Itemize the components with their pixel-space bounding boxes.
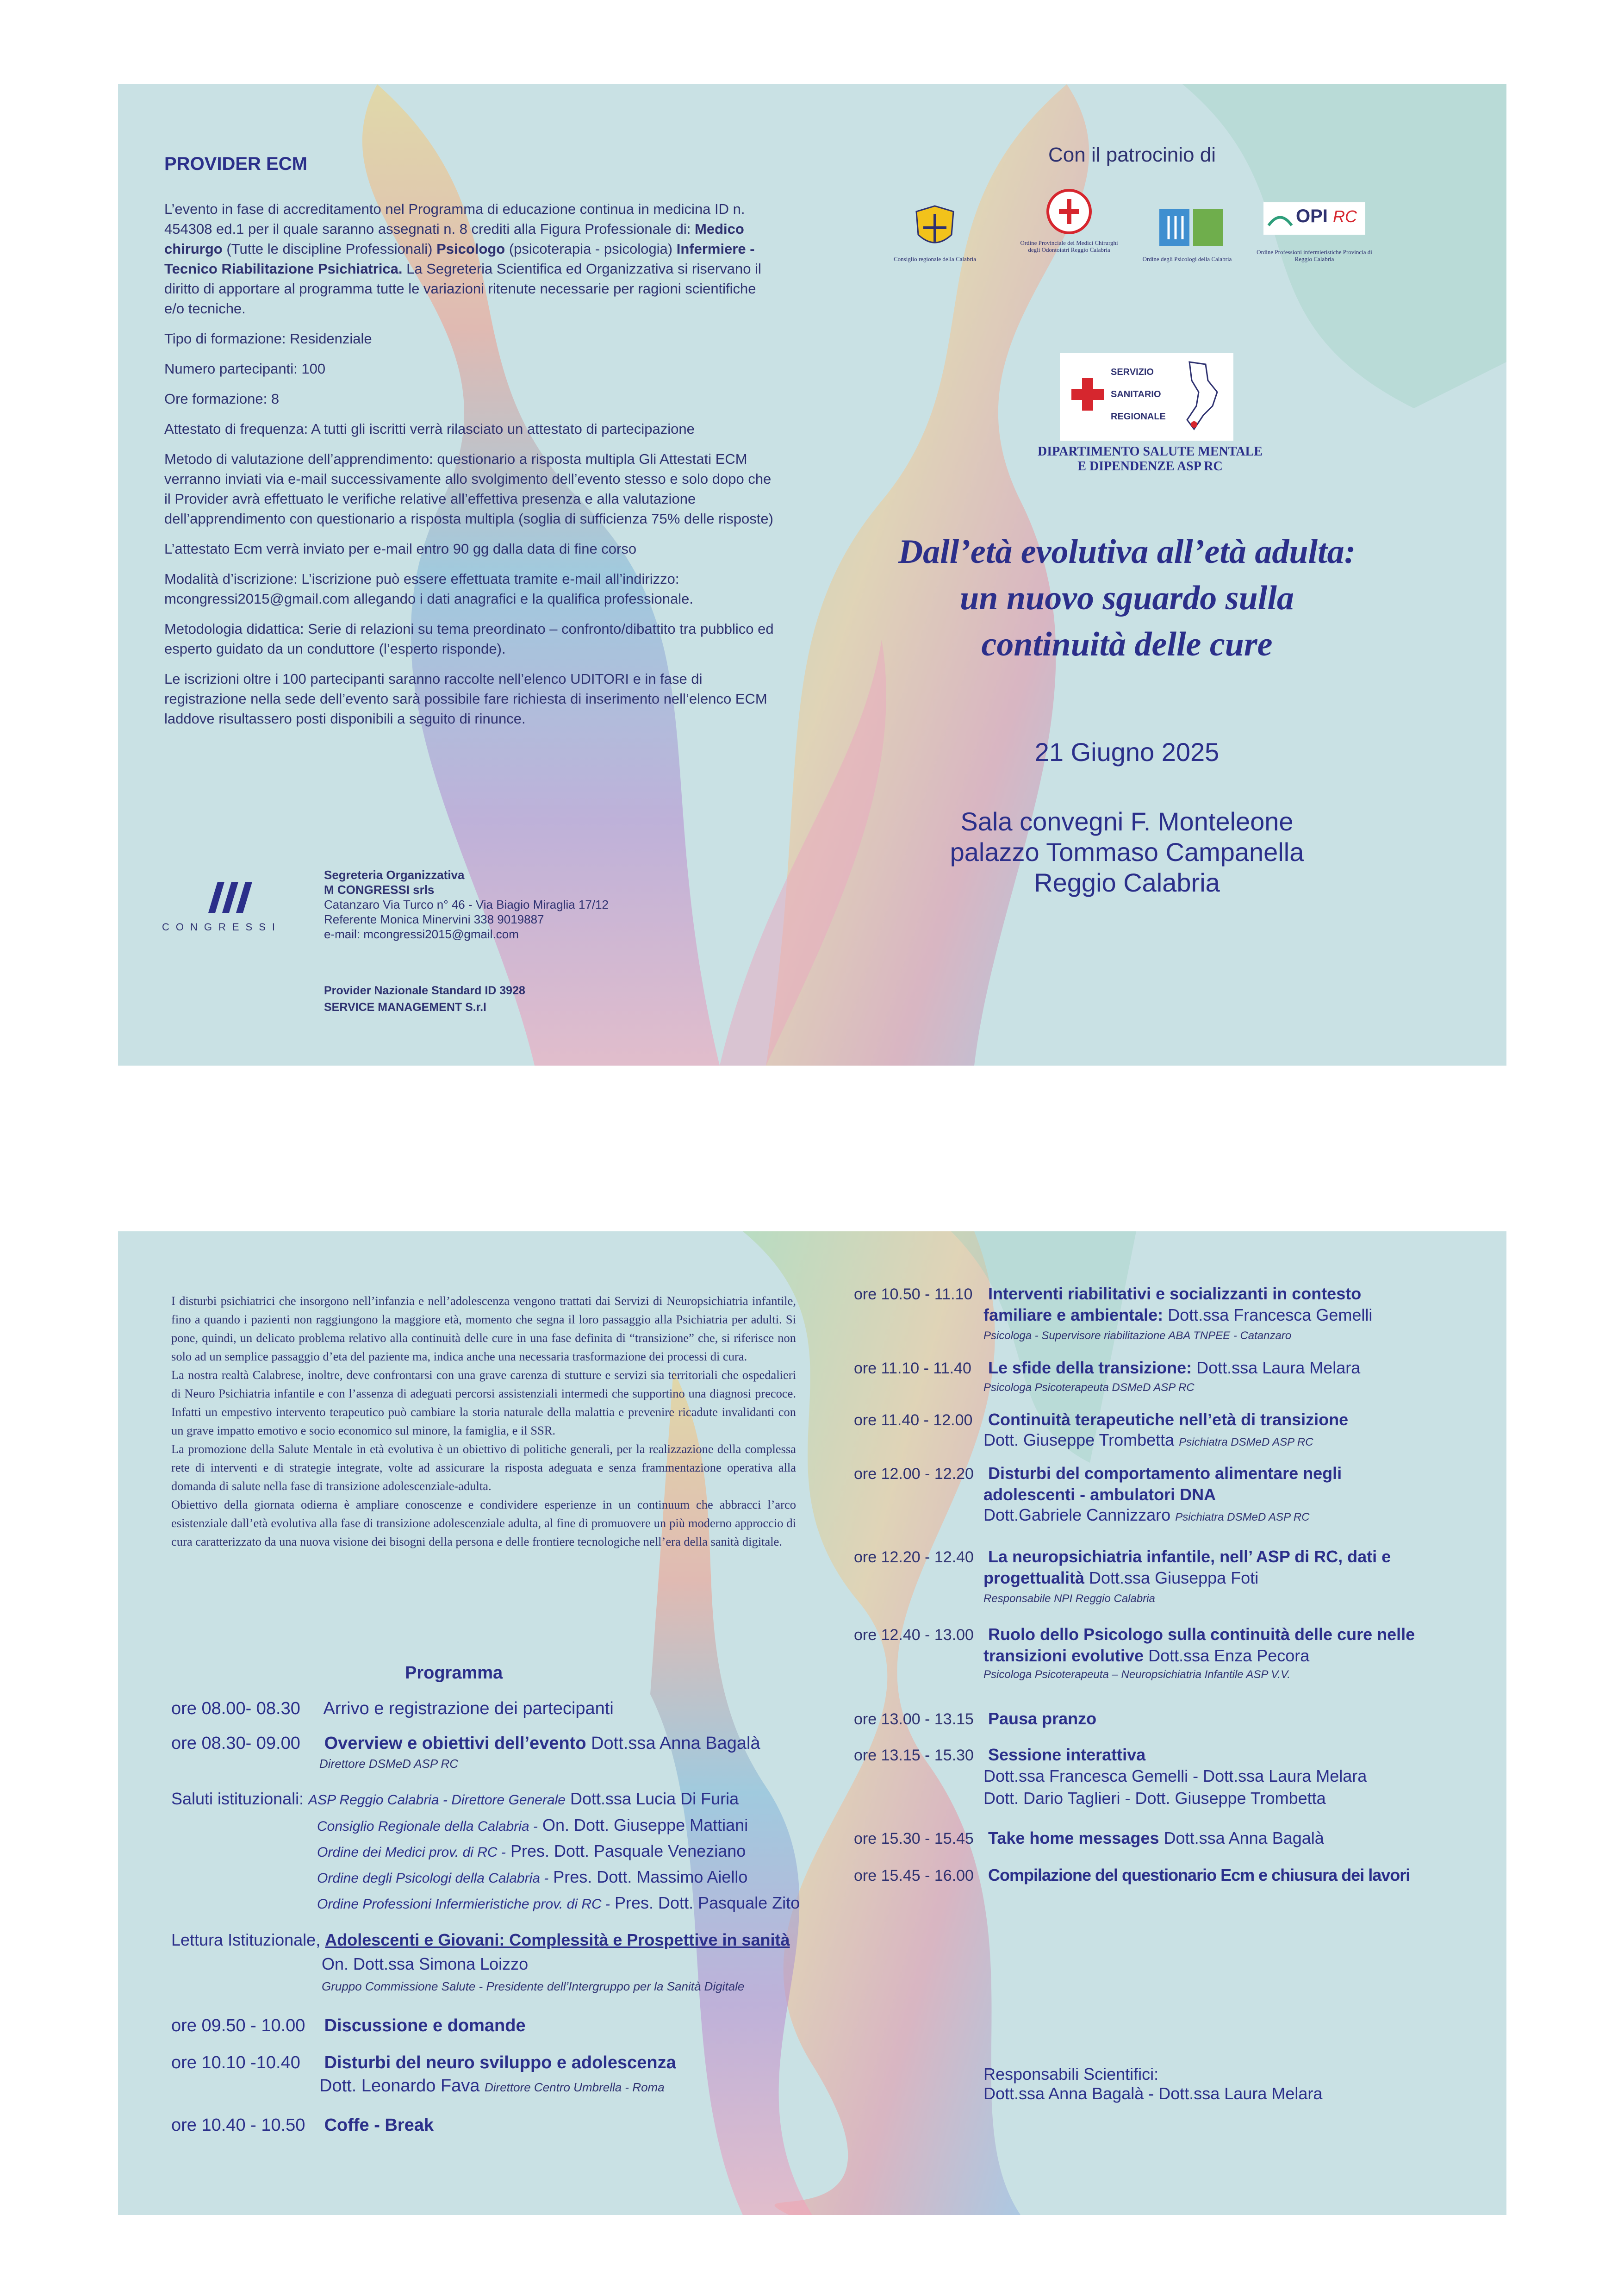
saluti-row bbox=[317, 1841, 746, 1861]
program-title: Coffe - Break bbox=[324, 2115, 434, 2135]
logo-consiglio-regionale bbox=[889, 202, 981, 262]
program-item-right bbox=[854, 1624, 1415, 1645]
program-title: Compilazione del questionario Ecm e chiusura dei lavori bbox=[988, 1866, 1410, 1884]
ecm-profession-infermiere: Infermiere - Tecnico Riabilitazione Psichiatrica. bbox=[164, 241, 755, 277]
program-item-right bbox=[854, 1708, 1096, 1729]
program-item-right bbox=[854, 1357, 1360, 1379]
program-speakers: Dott. Dario Taglieri - Dott. Giuseppe Trombetta bbox=[983, 1789, 1326, 1808]
program-title: Interventi riabilitativi e socializzanti in contesto bbox=[988, 1284, 1362, 1303]
program-speaker-role: Psichiatra DSMeD ASP RC bbox=[1179, 1436, 1313, 1448]
program-speaker: Dott.ssa Anna Bagalà bbox=[1164, 1828, 1324, 1847]
intro-text bbox=[171, 1292, 796, 1551]
program-title: Sessione interattiva bbox=[988, 1745, 1146, 1764]
program-speaker-role: Direttore DSMeD ASP RC bbox=[319, 1757, 459, 1771]
provider-id: Provider Nazionale Standard ID 3928 bbox=[324, 984, 525, 997]
program-time: ore 12.40 - 13.00 bbox=[854, 1626, 974, 1644]
saluti-name: Pres. Dott. Pasquale Zito bbox=[615, 1893, 800, 1912]
saluti-org: Ordine dei Medici prov. di RC - bbox=[317, 1845, 506, 1860]
program-speaker-role: Psicologa Psicoterapeuta DSMeD ASP RC bbox=[983, 1381, 1195, 1394]
program-title: Discussione e domande bbox=[324, 2016, 526, 2035]
event-title-line-2: un nuovo sguardo sulla bbox=[960, 579, 1294, 617]
event-date: 21 Giugno 2025 bbox=[1034, 737, 1220, 767]
program-title: Disturbi del comportamento alimentare negli bbox=[988, 1464, 1342, 1483]
saluti-org: Ordine degli Psicologi della Calabria - bbox=[317, 1871, 549, 1886]
program-title: progettualità bbox=[983, 1568, 1085, 1587]
psicologi-logo-icon bbox=[1157, 202, 1226, 253]
ssr-words bbox=[1111, 361, 1166, 428]
saluti-row bbox=[317, 1893, 800, 1913]
program-speaker: Dott.ssa Anna Bagalà bbox=[591, 1734, 760, 1753]
logo-caption-psicologi: Ordine degli Psicologi della Calabria bbox=[1142, 256, 1232, 262]
program-time: ore 13.00 - 13.15 bbox=[854, 1710, 974, 1728]
ecm-paragraph bbox=[164, 199, 775, 318]
program-time: ore 12.00 - 12.20 bbox=[854, 1465, 974, 1483]
ecm-info bbox=[164, 199, 775, 739]
provider-company: SERVICE MANAGEMENT S.r.l bbox=[324, 1001, 486, 1014]
program-speaker: Dott.ssa Enza Pecora bbox=[1148, 1646, 1310, 1665]
saluti-org: ASP Reggio Calabria - Direttore Generale bbox=[308, 1792, 566, 1808]
program-speaker-line bbox=[983, 1505, 1310, 1525]
lettura-label: Lettura Istituzionale, bbox=[171, 1930, 321, 1949]
program-time: ore 10.10 -10.40 bbox=[171, 2053, 300, 2072]
program-title: Le sfide della transizione: bbox=[988, 1358, 1192, 1377]
logo-caption-consiglio: Consiglio regionale della Calabria bbox=[894, 256, 976, 262]
program-time: ore 09.50 - 10.00 bbox=[171, 2016, 305, 2035]
intro-paragraph-2: La nostra realtà Calabrese, inoltre, deve confrontarsi con una grave carenza di stutture e servizi sia territoriali che ospedalieri di Neuro Psichiatria infantile e con l’assenza di adeguati percorsi assistenziali intermedi che supportino una diagnosi precoce. Infatti un empestivo intervento terapeutico può cambiare la storia naturale della malattia e prevenire ricadute invalidanti con un grave impatto emotivo e socio economico sul minore, la famiglia, e il SSR. bbox=[171, 1368, 796, 1437]
ecm-accreditation-text: L’evento in fase di accreditamento nel Programma di educazione continua in medicina ID n. 454308 ed.1 per il quale saranno assegnati n. 8 crediti alla Figura Professionale di: bbox=[164, 201, 745, 237]
program-title-cont bbox=[983, 1484, 1216, 1505]
program-item-right bbox=[854, 1283, 1361, 1304]
logo-wordmark: CONGRESSI bbox=[162, 921, 282, 933]
calabria-map-icon bbox=[1180, 360, 1226, 434]
program-item bbox=[171, 2115, 434, 2135]
program-speaker-role: Psicologa Psicoterapeuta – Neuropsichiatria Infantile ASP V.V. bbox=[983, 1668, 1291, 1681]
segreteria-title: Segreteria Organizzativa bbox=[324, 868, 465, 882]
opi-text: OPI bbox=[1296, 206, 1328, 226]
lettura-title: Adolescenti e Giovani: Complessità e Prospettive in sanità bbox=[325, 1930, 790, 1949]
red-cross-icon bbox=[1069, 376, 1106, 413]
m-congressi-logo-icon bbox=[204, 878, 259, 915]
event-venue bbox=[845, 806, 1409, 898]
tipo-formazione: Tipo di formazione: Residenziale bbox=[164, 331, 372, 347]
program-speaker: Dott.ssa Francesca Gemelli bbox=[1168, 1305, 1373, 1324]
logo-caption-medici: Ordine Provinciale dei Medici Chirurghi degli Odontoiatri Reggio Calabria bbox=[1020, 239, 1118, 253]
program-time: ore 11.10 - 11.40 bbox=[854, 1360, 971, 1377]
programma-heading: Programma bbox=[405, 1663, 503, 1683]
segreteria-email[interactable]: e-mail: mcongressi2015@gmail.com bbox=[324, 927, 519, 941]
program-title: Disturbi del neuro sviluppo e adolescenza bbox=[324, 2053, 676, 2072]
dipartimento-line-1: DIPARTIMENTO SALUTE MENTALE bbox=[1038, 444, 1263, 459]
program-speaker: Dott.Gabriele Cannizzaro bbox=[983, 1505, 1171, 1524]
numero-partecipanti: Numero partecipanti: 100 bbox=[164, 361, 326, 377]
program-item bbox=[171, 1734, 760, 1753]
saluti-org: Ordine Professioni Infermieristiche prov. di RC - bbox=[317, 1897, 610, 1912]
lettura-speaker: On. Dott.ssa Simona Loizzo bbox=[322, 1954, 529, 1973]
saluti-row bbox=[317, 1816, 748, 1835]
program-speaker: Dott.ssa Giuseppa Foti bbox=[1089, 1568, 1259, 1587]
program-speaker-line bbox=[983, 1430, 1313, 1450]
responsabili-names: Dott.ssa Anna Bagalà - Dott.ssa Laura Melara bbox=[983, 2084, 1323, 2103]
ecm-variations-text: La Segreteria Scientifica ed Organizzativa si riservano il diritto di apportare al programma tutte le variazioni ritenute necessarie per ragioni scientifiche e/o tecniche. bbox=[164, 261, 761, 317]
program-item bbox=[171, 1699, 614, 1719]
servizio-sanitario-regionale-logo bbox=[1060, 353, 1233, 441]
program-time: ore 15.30 - 15.45 bbox=[854, 1830, 974, 1847]
ecm-profession-psicologo: Psicologo bbox=[436, 241, 505, 257]
program-time: ore 15.45 - 16.00 bbox=[854, 1867, 974, 1884]
venue-line-1: Sala convegni F. Monteleone bbox=[960, 807, 1294, 836]
lettura-istituzionale bbox=[171, 1930, 790, 1950]
dipartimento-label bbox=[1020, 444, 1280, 474]
logo-opi bbox=[1257, 202, 1372, 262]
provider-ecm-title: PROVIDER ECM bbox=[164, 154, 307, 174]
program-title-cont bbox=[983, 1304, 1372, 1326]
venue-line-2: palazzo Tommaso Campanella bbox=[950, 837, 1304, 867]
event-title bbox=[845, 529, 1409, 668]
program-item-right bbox=[854, 1463, 1342, 1484]
segreteria-organizzativa bbox=[324, 867, 609, 942]
program-item-right bbox=[854, 1865, 1410, 1886]
segreteria-company: M CONGRESSI srls bbox=[324, 883, 435, 897]
program-item-right bbox=[854, 1744, 1145, 1766]
program-title: La neuropsichiatria infantile, nell’ ASP di RC, dati e bbox=[988, 1547, 1391, 1566]
ore-formazione: Ore formazione: 8 bbox=[164, 391, 280, 407]
program-time: ore 10.40 - 10.50 bbox=[171, 2115, 305, 2135]
intro-paragraph-3: La promozione della Salute Mentale in età evolutiva è un obiettivo di politiche generali, per la realizzazione della complessa rete di interventi e di strategie integrate, volte ad assicurare la risposta adeguata e senza frammentazione operativa alla domanda di salute nella fase di transizione adolescenziale-adulta. bbox=[171, 1442, 796, 1493]
program-speaker-role: Direttore Centro Umbrella - Roma bbox=[485, 2080, 665, 2094]
modalita-iscrizione: Modalità d’iscrizione: L’iscrizione può essere effettuata tramite e-mail all’indirizzo: mcongressi2015@gmail.com allegando i dati anagrafici e la qualifica professionale. bbox=[164, 571, 693, 607]
ecm-profession-note: (Tutte le discipline Professionali) bbox=[226, 241, 433, 257]
ssr-word-3: REGIONALE bbox=[1111, 412, 1166, 422]
saluti-name: Pres. Dott. Pasquale Veneziano bbox=[510, 1841, 746, 1860]
program-speaker-role: Psicologa - Supervisore riabilitazione ABA TNPEE - Catanzaro bbox=[983, 1329, 1292, 1342]
ssr-word-1: SERVIZIO bbox=[1111, 367, 1154, 377]
program-title: Take home messages bbox=[988, 1828, 1159, 1847]
brochure-program-panel bbox=[118, 1231, 1506, 2215]
program-time: ore 08.30- 09.00 bbox=[171, 1734, 300, 1753]
program-speakers: Dott.ssa Francesca Gemelli - Dott.ssa Laura Melara bbox=[983, 1766, 1367, 1785]
program-speaker: Dott. Giuseppe Trombetta bbox=[983, 1430, 1175, 1449]
responsabili-scientifici bbox=[983, 2065, 1322, 2103]
saluti-label: Saluti istituzionali: bbox=[171, 1789, 304, 1808]
intro-paragraph-1: I disturbi psichiatrici che insorgono nell’infanzia e nell’adolescenza vengono trattati dai Servizi di Neuropsichiatria infantile, fino a quando i pazienti non raggiungono la maggiore età, momento che segna il loro passaggio alla Psichiatria per adulti. Si pone, quindi, un delicato problema relativo alla continuità delle cure in una fase definita di “transizione” che, si riferisce non solo ad un semplice passaggio d’eta del paziente ma, indica anche una necessaria trasformazione dei processi di cura. bbox=[171, 1294, 796, 1363]
segreteria-referente: Referente Monica Minervini 338 9019887 bbox=[324, 912, 544, 926]
ecm-profession-note-2: (psicoterapia - psicologia) bbox=[509, 241, 673, 257]
program-title: Arrivo e registrazione dei partecipanti bbox=[323, 1699, 614, 1718]
regional-crest-icon bbox=[907, 202, 963, 253]
program-speaker-line bbox=[319, 2076, 665, 2096]
dipartimento-line-2: E DIPENDENZE ASP RC bbox=[1077, 459, 1223, 474]
program-time: ore 12.20 - 12.40 bbox=[854, 1548, 974, 1566]
program-title-cont bbox=[983, 1567, 1258, 1589]
event-title-line-3: continuità delle cure bbox=[981, 625, 1273, 663]
program-time: ore 13.15 - 15.30 bbox=[854, 1747, 974, 1764]
provider-nazionale bbox=[324, 982, 525, 1016]
logo-caption-opi: Ordine Professioni infermieristiche Provincia di Reggio Calabria bbox=[1257, 249, 1372, 262]
ecm-profession-medico: Medico chirurgo bbox=[164, 221, 744, 257]
program-item bbox=[171, 2016, 526, 2036]
opi-logo-box bbox=[1263, 202, 1365, 235]
program-title: Ruolo dello Psicologo sulla continuità delle cure nelle bbox=[988, 1625, 1415, 1644]
brochure-cover-panel bbox=[118, 84, 1506, 1066]
intro-paragraph-4: Obiettivo della giornata odierna è ampliare conoscenze e condividere esperienze in un continuum che abbracci l’arco esistenziale dall’età evolutiva alla fase di transizione adolescenziale adulta, al fine di promuovere un più moderno approccio di cura caratterizzato da una nuova visione dei bisogni della persona e delle frontiere tecnologiche nell’era della sanità digitale. bbox=[171, 1497, 796, 1548]
attestato-frequenza: Attestato di frequenza: A tutti gli iscritti verrà rilasciato un attestato di partecipazione bbox=[164, 421, 695, 437]
metodo-valutazione: Metodo di valutazione dell’apprendimento: questionario a risposta multipla Gli Attestati ECM verranno inviati via e-mail successivamente allo svolgimento dell’evento stesso e solo dopo che il Provider avrà effettuato le verifiche relative all’effettiva presenza e alla valutazione dell’apprendimento con questionario a risposta multipla (soglia di sufficienza 75% delle risposte) bbox=[164, 451, 773, 527]
program-item-right bbox=[854, 1546, 1391, 1567]
patrocinio-heading: Con il patrocinio di bbox=[1048, 144, 1216, 166]
saluti-name: On. Dott. Giuseppe Mattiani bbox=[542, 1816, 748, 1834]
responsabili-label: Responsabili Scientifici: bbox=[983, 2065, 1159, 2084]
opi-rc-mark: RC bbox=[1333, 207, 1357, 226]
program-title: familiare e ambientale: bbox=[983, 1305, 1164, 1324]
program-item-right bbox=[854, 1828, 1324, 1849]
attestato-ecm: L’attestato Ecm verrà inviato per e-mail entro 90 gg dalla data di fine corso bbox=[164, 541, 637, 557]
program-title: Pausa pranzo bbox=[988, 1709, 1097, 1728]
program-speaker: Dott. Leonardo Fava bbox=[319, 2076, 480, 2096]
ssr-word-2: SANITARIO bbox=[1111, 389, 1161, 399]
lettura-speaker-role: Gruppo Commissione Salute - Presidente dell’Intergruppo per la Sanità Digitale bbox=[322, 1979, 745, 1993]
medici-seal-icon bbox=[1041, 186, 1097, 237]
program-title: transizioni evolutive bbox=[983, 1646, 1144, 1665]
program-title: Continuità terapeutiche nell’età di transizione bbox=[988, 1410, 1349, 1429]
program-speaker-role: Psichiatra DSMeD ASP RC bbox=[1175, 1511, 1310, 1523]
saluti-org: Consiglio Regionale della Calabria - bbox=[317, 1819, 538, 1834]
program-item bbox=[171, 2053, 676, 2073]
opi-hand-icon bbox=[1266, 207, 1294, 230]
program-time: ore 08.00- 08.30 bbox=[171, 1699, 300, 1718]
program-item-right bbox=[854, 1409, 1348, 1430]
saluti-istituzionali bbox=[171, 1789, 739, 1809]
program-speaker-role: Responsabile NPI Reggio Calabria bbox=[983, 1592, 1155, 1605]
logo-ordine-psicologi bbox=[1136, 202, 1238, 262]
logo-ordine-medici bbox=[1016, 186, 1122, 253]
program-title-cont bbox=[983, 1645, 1309, 1666]
iscrizioni-uditori: Le iscrizioni oltre i 100 partecipanti saranno raccolte nell’elenco UDITORI e in fase di registrazione nella sede dell’evento sarà possibile fare richiesta di inserimento nell’elenco ECM laddove risultassero posti disponibili a seguito di rinunce. bbox=[164, 671, 767, 727]
saluti-row bbox=[317, 1867, 747, 1887]
segreteria-address: Catanzaro Via Turco n° 46 - Via Biagio Miraglia 17/12 bbox=[324, 898, 609, 911]
program-title: adolescenti - ambulatori DNA bbox=[983, 1485, 1216, 1504]
event-title-line-1: Dall’età evolutiva all’età adulta: bbox=[898, 533, 1356, 571]
saluti-name: Pres. Dott. Massimo Aiello bbox=[553, 1867, 748, 1886]
program-time: ore 10.50 - 11.10 bbox=[854, 1285, 973, 1303]
saluti-name: Dott.ssa Lucia Di Furia bbox=[570, 1789, 739, 1808]
venue-line-3: Reggio Calabria bbox=[1034, 868, 1220, 897]
metodologia-didattica: Metodologia didattica: Serie di relazioni su tema preordinato – confronto/dibattito tra pubblico ed esperto guidato da un conduttore (l’esperto risponde). bbox=[164, 621, 774, 657]
program-speaker: Dott.ssa Laura Melara bbox=[1196, 1358, 1361, 1377]
program-time: ore 11.40 - 12.00 bbox=[854, 1411, 973, 1429]
program-title: Overview e obiettivi dell’evento bbox=[324, 1734, 586, 1753]
